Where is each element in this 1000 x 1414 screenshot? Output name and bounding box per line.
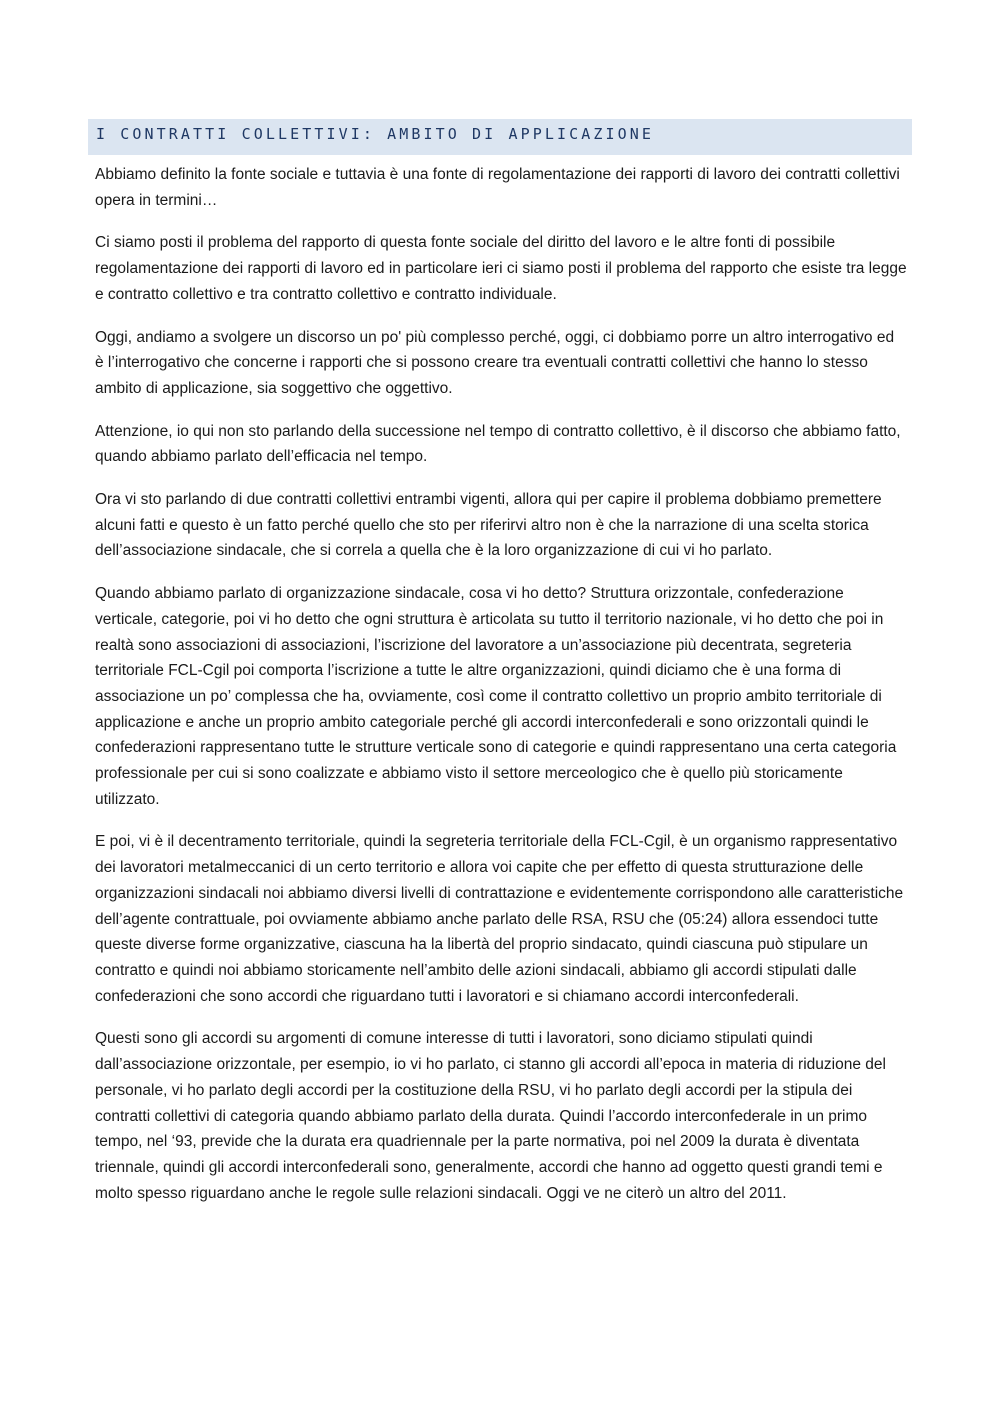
- paragraph-5: Ora vi sto parlando di due contratti collettivi entrambi vigenti, allora qui per capire il problema dobbiamo premettere alcuni fatti e questo è un fatto perché quello che sto per riferirvi altro non è che la narrazione di una scelta storica dell’associazione sindacale, che si correla a quella che è la loro organizzazione di cui vi ho parlato.: [95, 491, 882, 560]
- paragraph-3: Oggi, andiamo a svolgere un discorso un po' più complesso perché, oggi, ci dobbiamo porre un altro interrogativo ed è l’interrogativo che concerne i rapporti che si possono creare tra eventuali contratti collettivi che hanno lo stesso ambito di applicazione, sia soggettivo che oggettivo.: [95, 328, 895, 397]
- paragraph-7: E poi, vi è il decentramento territoriale, quindi la segreteria territoriale della FCL-Cgil, è un organismo rappresentativo dei lavoratori metalmeccanici di un certo territorio e allora voi capite che per effetto di questa strutturazione delle organizzazioni sindacali noi abbiamo diversi livelli di contrattazione e evidentemente corrispondono alle caratteristiche dell’agente contrattuale, poi ovviamente abbiamo anche parlato delle RSA, RSU che (05:24) allora essendoci tutte queste diverse forme organizzative, ciascuna ha la libertà del proprio sindacato, quindi ciascuna può stipulare un contratto e quindi noi abbiamo storicamente nell’ambito delle azioni sindacali, abbiamo gli accordi stipulati dalle confederazioni che sono accordi che riguardano tutti i lavoratori e si chiamano accordi interconfederali.: [95, 833, 904, 1005]
- paragraph-1: Abbiamo definito la fonte sociale e tuttavia è una fonte di regolamentazione dei rapporti di lavoro dei contratti collettivi opera in termini…: [95, 166, 900, 209]
- paragraph-6: Quando abbiamo parlato di organizzazione sindacale, cosa vi ho detto? Struttura orizzontale, confederazione verticale, categorie, poi vi ho detto che ogni struttura è articolata su tutto il territorio nazionale, vi ho detto che poi in realtà sono associazioni di associazioni, l’iscrizione del lavoratore a un’associazione più decentrata, segreteria territoriale FCL-Cgil poi comporta l’iscrizione a tutte le altre organizzazioni, quindi diciamo che è una forma di associazione un po’ complessa che ha, ovviamente, così come il contratto collettivo un proprio ambito territoriale di applicazione e anche un proprio ambito categoriale perché gli accordi interconfederali e sono orizzontali quindi le confederazioni rappresentano tutte le strutture verticale sono di categorie e quindi rappresentano una certa categoria professionale per cui si sono coalizzate e abbiamo visto il settore merceologico che è quello più storicamente utilizzato.: [95, 585, 897, 808]
- document-body: [95, 162, 907, 1223]
- paragraph-2: Ci siamo posti il problema del rapporto di questa fonte sociale del diritto del lavoro e le altre fonti di possibile regolamentazione dei rapporti di lavoro ed in particolare ieri ci siamo posti il problema del rapporto che esiste tra legge e contratto collettivo e tra contratto collettivo e contratto individuale.: [95, 234, 907, 303]
- paragraph-8: Questi sono gli accordi su argomenti di comune interesse di tutti i lavoratori, sono diciamo stipulati quindi dall’associazione orizzontale, per esempio, io vi ho parlato, ci stanno gli accordi all’epoca in materia di riduzione del personale, vi ho parlato degli accordi per la costituzione della RSU, vi ho parlato degli accordi per la stipula dei contratti collettivi di categoria quando abbiamo parlato della durata. Quindi l’accordo interconfederale in un primo tempo, nel ‘93, previde che la durata era quadriennale per la parte normativa, poi nel 2009 la durata è diventata triennale, quindi gli accordi interconfederali sono, generalmente, accordi che hanno ad oggetto questi grandi temi e molto spesso riguardano anche le regole sulle relazioni sindacali. Oggi ve ne citerò un altro del 2011.: [95, 1030, 886, 1202]
- section-heading: I CONTRATTI COLLETTIVI: AMBITO DI APPLICAZIONE: [88, 119, 912, 155]
- paragraph-4: Attenzione, io qui non sto parlando della successione nel tempo di contratto collettivo, è il discorso che abbiamo fatto, quando abbiamo parlato dell’efficacia nel tempo.: [95, 422, 901, 466]
